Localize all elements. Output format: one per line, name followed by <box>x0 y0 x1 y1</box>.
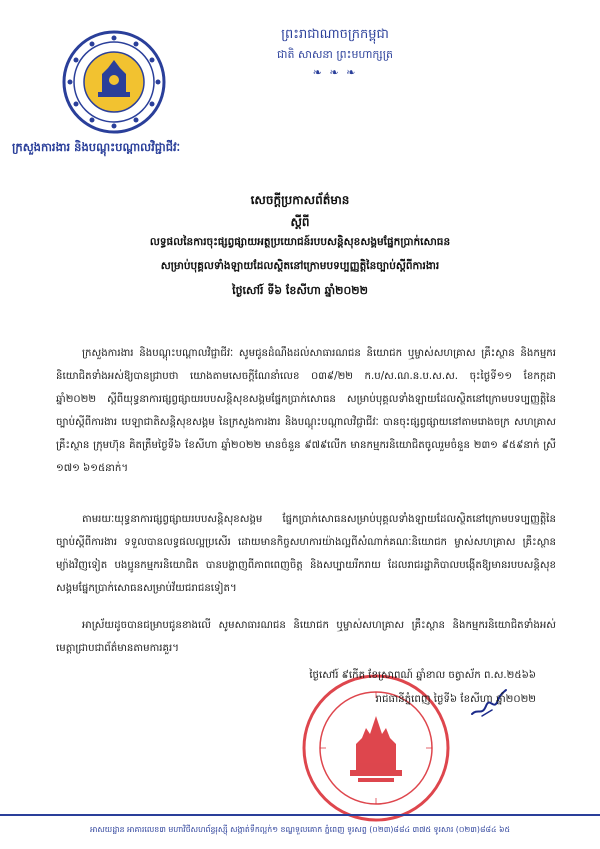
title-subject-label: ស្តីពី <box>290 215 310 229</box>
footer-divider <box>0 814 600 816</box>
ornament-divider: ❧ ❧ ❧ <box>312 66 358 79</box>
solar-date: រាជធានីភ្នំពេញ ថ្ងៃទី៦ ខែសីហា ឆ្នាំ២០២២ <box>375 694 536 705</box>
document-title: សេចក្តីប្រកាសព័ត៌មាន <box>250 193 350 207</box>
title-subject-line1: លទ្ធផលនៃការចុះផ្សព្វផ្សាយអត្ថប្រយោជន៍របបសន្តិសុខសង្គមផ្នែកប្រាក់សោធន <box>149 236 451 248</box>
national-motto: ជាតិ សាសនា ព្រះមហាក្សត្រ <box>277 48 393 61</box>
body-paragraph-2: តាមរយៈយុទ្ធនាការផ្សព្វផ្សាយរបបសន្តិសុខសង្គម ផ្នែកប្រាក់សោធនសម្រាប់បុគ្គលទាំងឡាយដែលស្ថិតនៅក្រោមបទប្បញ្ញត្តិនៃច្បាប់ស្តីពីការងារ ទទួលបានលទ្ធផលល្អប្រសើរ ដោយមានកិច្ចសហការយ៉ាងល្អពីសំណាក់គណៈនិយោជក ម្ចាស់សហគ្រាស គ្រឹះស្ថាន ម្យ៉ាងវិញទៀត បងប្អូនកម្មករនិយោជិត បានបង្ហាញពីភាពពេញចិត្ត និងសប្បាយរីករាយ ដែលរាជរដ្ឋាភិបាលបង្កើតឱ្យមានរបបសន្តិសុខសង្គមផ្នែកប្រាក់សោធនសម្រាប់វ័យជរាជនទៀត។ <box>56 514 556 594</box>
footer-address: អាសយដ្ឋាន អាគារលេខ៣ មហាវិថីសហព័ន្ធរុស្ស៊ី សង្កាត់ទឹកល្អក់១ ខណ្ឌទួលគោក ភ្នំពេញ ទូរសព្ទ (០២៣)៨៨៤ ៣៧៥ ទូរសារ (០២៣)៨៨៤ ៦៥ <box>89 825 511 834</box>
title-subject-line2: សម្រាប់បុគ្គលទាំងឡាយដែលស្ថិតនៅក្រោមបទប្បញ្ញត្តិនៃច្បាប់ស្តីពីការងារ <box>160 260 440 272</box>
ministry-logo <box>62 30 166 134</box>
ministry-name: ក្រសួងការងារ និងបណ្តុះបណ្តាលវិជ្ជាជីវៈ <box>12 140 181 154</box>
kingdom-title: ព្រះរាជាណាចក្រកម្ពុជា <box>281 27 389 42</box>
lunar-date: ថ្ងៃសៅរ៍ ៩កើត ខែស្រាពណ៍ ឆ្នាំខាល ចត្វាស័ក ព.ស.២៥៦៦ <box>309 670 536 681</box>
body-paragraph-1: ក្រសួងការងារ និងបណ្តុះបណ្តាលវិជ្ជាជីវៈ សូមជូនដំណឹងដល់សាធារណជន និយោជក ឬម្ចាស់សហគ្រាស គ្រឹះស្ថាន និងកម្មករនិយោជិតទាំងអស់ឱ្យបានជ្រាបថា យោងតាមសេចក្តីណែនាំលេខ ០៣៩/២២ ក.ប/ស.ណ.ន.ប.ស.ស. ចុះថ្ងៃទី១១ ខែកក្កដា ឆ្នាំ២០២២ ស្តីពីយុទ្ធនាការផ្សព្វផ្សាយរបបសន្តិសុខសង្គមផ្នែកប្រាក់សោធន សម្រាប់បុគ្គលទាំងឡាយដែលស្ថិតនៅក្រោមបទប្បញ្ញត្តិនៃច្បាប់ស្តីពីការងារ បេឡាជាតិសន្តិសុខសង្គម នៃក្រសួងការងារ និងបណ្តុះបណ្តាលវិជ្ជាជីវៈ បានចុះផ្សព្វផ្សាយនៅតាមរោងចក្រ សហគ្រាស គ្រឹះស្ថាន ក្រុមហ៊ុន គិតត្រឹមថ្ងៃទី៦ ខែសីហា ឆ្នាំ២០២២ មានចំនួន ៩៧៩លើក មានកម្មករនិយោជិតចូលរួមចំនួន ២៣១ ៩៥៩នាក់ ស្រី ១៧១ ៦១៥នាក់។ <box>56 348 556 474</box>
body-paragraph-3: អាស្រ័យដូចបានជម្រាបជូនខាងលើ សូមសាធារណជន និយោជក ឬម្ចាស់សហគ្រាស គ្រឹះស្ថាន និងកម្មករនិយោជិតទាំងអស់ មេត្តាជ្រាបជាព័ត៌មានតាមការគួរ។ <box>56 620 556 654</box>
title-date: ថ្ងៃសៅរ៍ ទី៦ ខែសីហា ឆ្នាំ២០២២ <box>232 284 368 297</box>
